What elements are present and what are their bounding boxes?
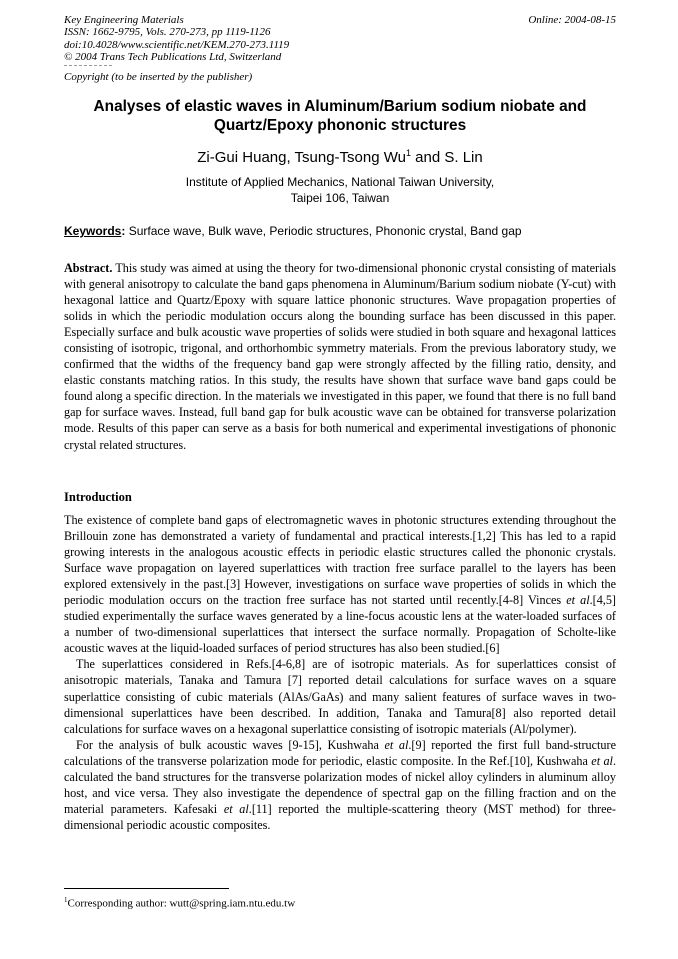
journal-issn: ISSN: 1662-9795, Vols. 270-273, pp 1119-1126	[64, 26, 271, 39]
intro-p1-etal: et al	[566, 593, 590, 608]
intro-p3-etal-2: et al	[591, 753, 613, 768]
intro-paragraph-2: The superlattices considered in Refs.[4-6,8] are of isotropic materials. As for superlattices consist of anisotropic materials, Tanaka and Tamura [7] reported detail calculations for surface waves on a square superlattice consisting of cubic materials (AlAs/GaAs) and many salient features of surface waves in two-dimensional superlattices have been described. In addition, Tanaka and Tamura[8] also reported detail calculations for surface waves on a hexagonal superlattice consisting of isotropic materials (Al/polymer).	[64, 657, 616, 736]
footnote-mark: 1	[64, 896, 68, 904]
publisher-line: © 2004 Trans Tech Publications Ltd, Switzerland	[64, 50, 282, 63]
intro-paragraph-1	[64, 512, 616, 656]
affiliation-line-1: Institute of Applied Mechanics, National Taiwan University,	[185, 175, 495, 189]
journal-doi: doi:10.4028/www.scientific.net/KEM.270-273.1119	[64, 38, 290, 51]
intro-p3-text-d: .[11] reported the multiple-scattering theory (MST method) for three-dimensional periodic acoustic composites.	[64, 801, 616, 832]
intro-p1-text-b: .[4,5] studied experimentally the surface waves generated by a line-focus acoustic lens at the water-loaded surfaces of a number of two-dimensional superlattices that intersect the surface normally. Propagation of Scholte-like acoustic waves at the liquid-loaded surfaces of period structures has also been studied.[6]	[64, 593, 616, 656]
intro-p3-text-b: .[9] reported the first full band-structure calculations of the transverse polarization mode for periodic, elastic composite. In the Ref.[10], Kushwaha	[64, 737, 616, 768]
author-names: Zi-Gui Huang, Tsung-Tsong Wu	[197, 149, 406, 166]
intro-p1-text-a: The existence of complete band gaps of electromagnetic waves in photonic structures extending throughout the Brillouin zone has demonstrated a variety of fundamental and practical interests.[1,2] This has led to a rapid growing interests in the analogous acoustic effects in periodic elastic structures called the phononic crystals. Surface wave propagation on layered superlattices with traction free surface parallel to the layers has been explored extensively in the past.[3] However, investigations on surface wave properties of solids in which the periodic modulation occurs on the traction free surface has not started until recently.[4-8] Vinces	[64, 513, 616, 608]
journal-header	[64, 14, 616, 68]
affiliation-line-2: Taipei 106, Taiwan	[290, 191, 390, 205]
abstract	[64, 260, 616, 453]
intro-paragraph-3	[64, 737, 616, 833]
footnote-text: Corresponding author: wutt@spring.iam.ntu.edu.tw	[67, 897, 296, 910]
intro-p3-etal-3: et al	[223, 801, 249, 816]
abstract-text: This study was aimed at using the theory for two-dimensional phononic crystal consisting of materials with general anisotropy to calculate the band gaps phenomena in Aluminum/Barium sodium niobate (Y-cut) with hexagonal lattice and Quartz/Epoxy with square lattice phononic structures. Wave propagation properties of solids in which the periodic modulation occurs along the bounding surface has been discussed in this paper. Especially surface and bulk acoustic wave properties of solids were studied in both square and hexagonal lattices consisting of isotropic, trigonal, and orthorhombic symmetry materials. From the previous laboratory study, we confirmed that the widths of the frequency band gap were strongly affected by the filling ratio, density, and elastic constants matching ratios. In this study, the results have shown that surface wave band gaps could be found along a specific direction. In the materials we investigated in this paper, we found that there is no full band gap for surface waves. Instead, full band gap for bulk acoustic wave can be obtained for transverse polarization mode. Results of this paper can serve as a basis for both numerical and experimental investigations of phononic crystal related structures.	[64, 261, 616, 452]
intro-p3-text-c: . calculated the band structures for the transverse polarization modes of nickel alloy cylinders in aluminum alloy host, and vice versa. They also investigate the dependence of spectral gap on the filling fraction and on the material parameters. Kafesaki	[64, 753, 616, 816]
copyright-note: Copyright (to be inserted by the publisher)	[64, 71, 253, 83]
keywords	[64, 224, 616, 238]
affiliation	[64, 174, 616, 206]
author-last: and S. Lin	[411, 149, 483, 166]
abstract-label: Abstract.	[64, 261, 113, 275]
keywords-text: Surface wave, Bulk wave, Periodic structures, Phononic crystal, Band gap	[125, 224, 522, 238]
intro-p3-text-a: For the analysis of bulk acoustic waves [9-15], Kushwaha	[76, 737, 385, 752]
introduction-heading: Introduction	[64, 490, 132, 504]
keywords-label: Keywords	[64, 224, 122, 238]
online-date: Online: 2004-08-15	[528, 14, 616, 26]
footnote	[64, 896, 295, 910]
paper-title: Analyses of elastic waves in Aluminum/Barium sodium niobate and Quartz/Epoxy phononic structures	[93, 98, 587, 134]
keywords-colon: :	[121, 224, 126, 238]
intro-p3-etal-1: et al	[384, 737, 409, 752]
footnote-rule	[64, 888, 229, 889]
author-list	[64, 148, 616, 166]
author-footnote-mark: 1	[405, 148, 411, 158]
introduction-body	[64, 512, 616, 833]
header-divider	[64, 65, 112, 68]
journal-name: Key Engineering Materials	[64, 14, 184, 26]
